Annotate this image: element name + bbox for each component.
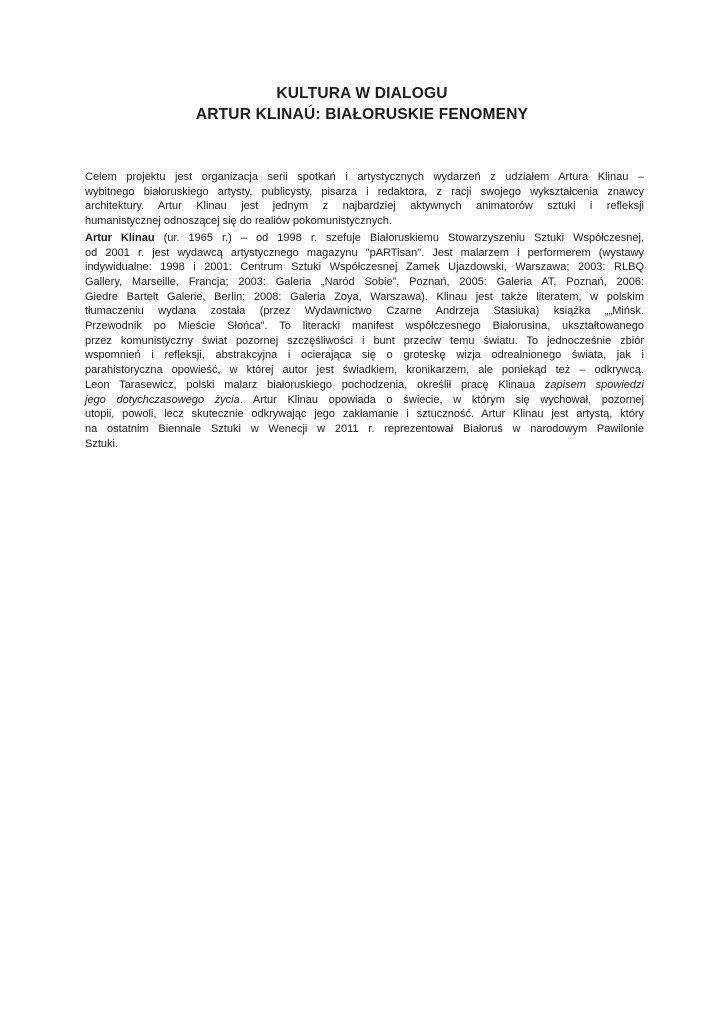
text-line [85, 407, 644, 422]
text-line [85, 185, 644, 200]
text-run: przez komunistyczny świat pozornej szczęśliwości i bunt przeciw temu światu. To jednocześnie zbiór [85, 334, 644, 347]
document-title [0, 0, 724, 125]
text-run: wybitnego białoruskiego artysty, publicysty, pisarza i redaktora, z racji swojego wykształcenia znawcy [85, 185, 644, 198]
text-run: humanistycznej odnoszącej się do realiów pokomunistycznych. [85, 215, 392, 228]
text-run: od 2001 r. jest wydawcą artystycznego magazynu "pARTisan". Jest malarzem i performerem (wystawy [85, 246, 644, 259]
text-run: architektury. Artur Klinau jest jednym z najbardziej aktywnych animatorów sztuki i refleksji [85, 200, 644, 213]
italic-text-run: jego dotychczasowego życia [85, 393, 240, 406]
text-line [85, 199, 644, 214]
text-run: Sztuki. [85, 437, 119, 450]
document-body [85, 170, 644, 451]
text-line [85, 231, 644, 246]
text-line [85, 170, 644, 185]
text-run: utopii, powoli, lecz skutecznie odkrywając jego zakłamanie i sztuczność. Artur Klinau jest artystą, który [85, 408, 644, 421]
title-line-2: ARTUR KLINAÚ: BIAŁORUSKIE FENOMENY [195, 105, 529, 123]
text-line [85, 334, 644, 349]
text-line [85, 304, 644, 319]
text-run: Giedre Bartelt Galerie, Berlin; 2008: Galeria Zoya, Warszawa). Klinau jest także literatem, w polskim [85, 290, 644, 303]
italic-text-run: zapisem spowiedzi [544, 378, 644, 391]
text-line [85, 378, 644, 393]
text-run: Celem projektu jest organizacja serii spotkań i artystycznych wydarzeń z udziałem Artura Klinau – [85, 171, 644, 183]
text-line [85, 290, 644, 305]
text-run: . Artur Klinau opowiada o świecie, w którym się wychował, pozornej [239, 393, 644, 406]
paragraph [85, 231, 644, 452]
text-run: wspomnień i refleksji, abstrakcyjna i ocierająca się o groteskę wizja odrealnionego świata, jak i [85, 349, 644, 362]
paragraph [85, 170, 644, 229]
text-run: indywidualne: 1998 i 2001: Centrum Sztuki Współczesnej Zamek Ujazdowski, Warszawa; 2003: RLBQ [85, 261, 644, 274]
text-run: Leon Tarasewicz, polski malarz białoruskiego pochodzenia, określił pracę Klinaua [85, 378, 545, 391]
text-run: tłumaczeniu wydana została (przez Wydawnictwo Czarne Andrzeja Stasiuka) książka „„Mińsk. [85, 305, 644, 318]
text-line [85, 437, 644, 452]
title-line-1: KULTURA W DIALOGU [276, 85, 448, 102]
text-run: parahistoryczna opowieść, w której autor jest świadkiem, kronikarzem, ale poniekąd też – odkrywcą. [85, 364, 644, 377]
text-line [85, 275, 644, 290]
text-line [85, 348, 644, 363]
text-line [85, 260, 644, 275]
text-line [85, 246, 644, 261]
text-run: Gallery, Marseille, Francja; 2003: Galeria „Naród Sobie”, Poznań, 2005: Galeria AT, Poznań, 2006: [85, 275, 644, 288]
bold-text-run: Artur Klinau [85, 231, 155, 244]
text-run: Przewodnik po Mieście Słońca”. To literacki manifest współczesnego Białorusina, ukształtowanego [85, 320, 644, 333]
text-line [85, 422, 644, 437]
text-line [85, 363, 644, 378]
text-line [85, 214, 644, 229]
text-line [85, 393, 644, 408]
text-line [85, 319, 644, 334]
text-run: (ur. 1965 r.) – od 1998 r. szefuje Białoruskiemu Stowarzyszeniu Sztuki Współczesnej, [154, 231, 644, 244]
text-run: na ostatnim Biennale Sztuki w Wenecji w 2011 r. reprezentował Białoruś w narodowym Pawilonie [85, 422, 644, 435]
